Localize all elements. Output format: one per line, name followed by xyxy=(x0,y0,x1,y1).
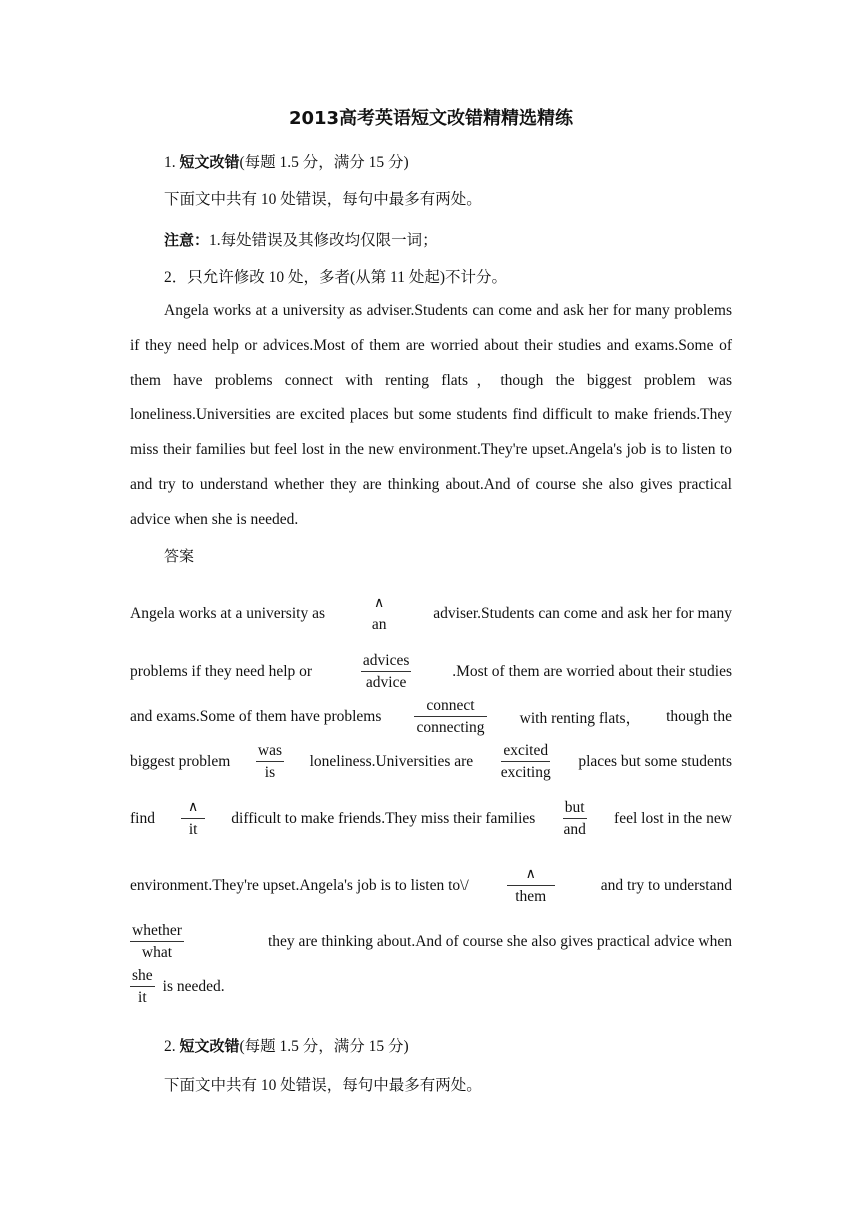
insert-caret: ∧ xyxy=(181,797,205,819)
answer-text: though the xyxy=(666,707,732,725)
answer-label: 答案 xyxy=(164,547,195,565)
answer-line-5 xyxy=(130,797,732,840)
answer-line-7 xyxy=(130,920,732,963)
correction-insert xyxy=(181,797,205,840)
answer-line-3 xyxy=(130,695,732,738)
correction-word: them xyxy=(515,888,547,905)
section2-instruction: 下面文中共有 10 处错误，每句中最多有两处。 xyxy=(164,1077,482,1094)
answer-text: adviser.Students can come and ask her for many xyxy=(433,605,732,622)
answer-text: problems if they need help or xyxy=(130,662,313,680)
section2-scoring: (每题 1.5 分，满分 15 分) xyxy=(239,1038,409,1055)
section2-label: 短文改错 xyxy=(179,1037,240,1055)
answer-text: feel lost in the new xyxy=(614,809,732,827)
document-title: 2013高考英语短文改错精精选精练 xyxy=(288,108,574,129)
answer-text: biggest problem xyxy=(130,752,231,770)
correction-word: it xyxy=(188,821,198,838)
answer-line-4 xyxy=(130,740,732,783)
correction-word: what xyxy=(141,944,173,961)
section1-instruction: 下面文中共有 10 处错误，每句中最多有两处。 xyxy=(164,191,482,208)
section1-scoring: (每题 1.5 分，满分 15 分) xyxy=(239,154,409,171)
correction-replace xyxy=(361,650,411,693)
note-label: 注意： xyxy=(164,231,210,249)
answer-text: is needed. xyxy=(162,977,225,995)
wrong-word: connect xyxy=(414,695,486,717)
wrong-word: advices xyxy=(361,650,411,672)
passage-text: Angela works at a university as adviser.Students can come and ask her for many problems if they need help or advices.Most of them are worried about their studies and exams.Some of them have problems connect with renting flats，though the biggest problem was loneliness.Universities are excited places but some students find difficult to make friends.They miss their families but feel lost in the new environment.They're upset.Angela's job is to listen to and try to understand whether they are thinking about.And of course she also gives practical advice when she is needed. xyxy=(130,302,732,528)
answer-text: .Most of them are worried about their studies xyxy=(452,662,732,680)
note-rule-1: 1.每处错误及其修改均仅限一词； xyxy=(209,232,438,249)
correction-word: connecting xyxy=(416,719,485,736)
answer-line-1 xyxy=(130,593,732,635)
section1-note xyxy=(164,228,438,250)
correction-replace xyxy=(499,740,553,783)
answer-text: environment.They're upset.Angela's job is to listen to\/ xyxy=(130,876,469,894)
correction-replace xyxy=(561,797,587,840)
correction-word: exciting xyxy=(500,764,551,781)
answer-text: difficult to make friends.They miss their families xyxy=(231,809,536,827)
correction-insert xyxy=(367,593,391,635)
correction-word: and xyxy=(563,821,586,838)
section2-heading xyxy=(164,1034,409,1056)
correction-replace xyxy=(414,695,486,738)
section1-heading xyxy=(164,150,409,172)
correction-word: advice xyxy=(365,674,407,691)
correction-replace xyxy=(130,920,184,963)
answer-text: with renting flats， xyxy=(519,709,642,727)
insert-caret: ∧ xyxy=(374,595,385,611)
wrong-word: she xyxy=(130,965,155,987)
section1-number: 1. xyxy=(164,154,176,171)
wrong-word: excited xyxy=(501,740,550,762)
answer-text: places but some students xyxy=(578,752,732,770)
answer-line-6 xyxy=(130,864,732,907)
correction-replace xyxy=(130,965,155,1008)
answer-text: find xyxy=(130,809,155,827)
answer-text: Angela works at a university as xyxy=(130,605,325,622)
answer-text: loneliness.Universities are xyxy=(309,752,474,770)
answer-text: and try to understand xyxy=(600,876,732,894)
answer-text: and exams.Some of them have problems xyxy=(130,707,382,725)
wrong-word: was xyxy=(256,740,284,762)
correction-word: an xyxy=(371,616,387,633)
note-rule-2: 2．只允许修改 10 处，多者(从第 11 处起)不计分。 xyxy=(164,269,507,286)
correction-insert xyxy=(507,864,555,907)
answer-text: they are thinking about.And of course she also gives practical advice when xyxy=(268,932,732,950)
correction-replace xyxy=(256,740,284,783)
section1-label: 短文改错 xyxy=(179,153,240,171)
correction-word: is xyxy=(264,764,276,781)
insert-caret: ∧ xyxy=(507,864,555,886)
wrong-word: whether xyxy=(130,920,184,942)
answer-line-2 xyxy=(130,650,732,693)
correction-word: it xyxy=(138,989,147,1006)
answer-line-8 xyxy=(130,965,732,1008)
section2-number: 2. xyxy=(164,1038,176,1055)
wrong-word: but xyxy=(563,797,587,819)
